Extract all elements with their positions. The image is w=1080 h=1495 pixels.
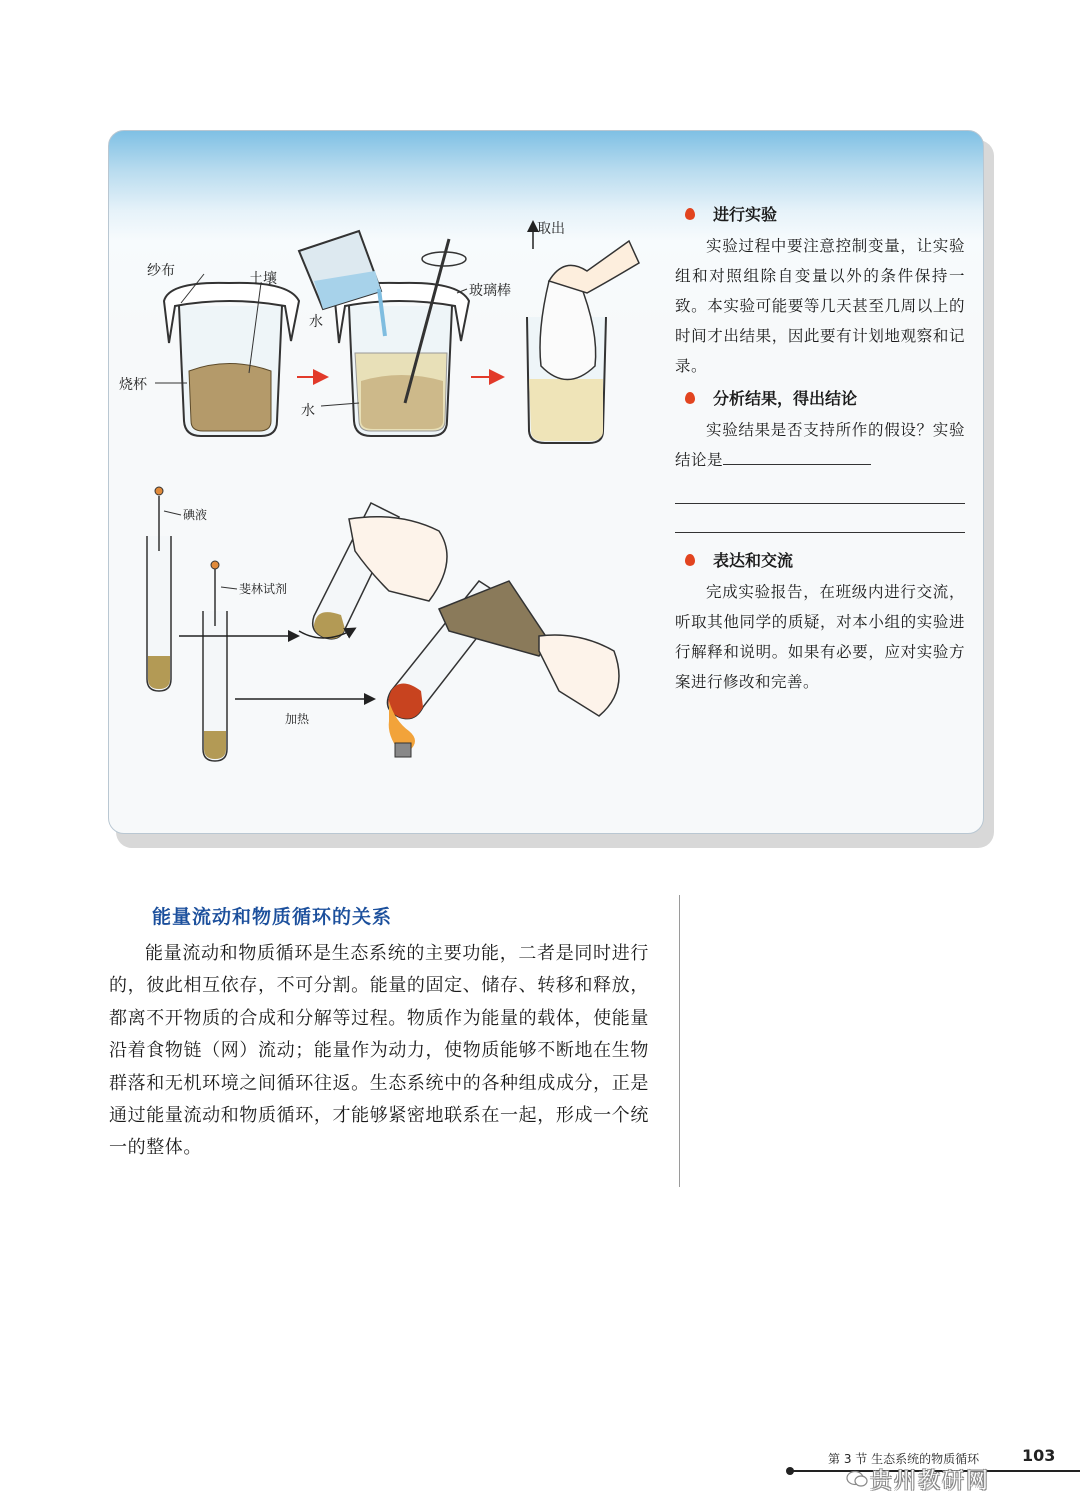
section-title: 能量流动和物质循环的关系 [152, 906, 393, 928]
label-gauze: 纱布 [147, 263, 175, 279]
label-heat: 加热 [285, 712, 310, 726]
test-tube-iodine [147, 487, 181, 691]
label-water-pour: 水 [309, 314, 323, 330]
section-paragraph: 能量流动和物质循环是生态系统的主要功能，二者是同时进行的，彼此相互依存，不可分割。能量的固定、储存、转移和释放，都离不开物质的合成和分解等过程。物质作为能量的载体，使能量沿着食物链（网）流动；能量作为动力，使物质能够不断地在生物群落和无机环境之间循环往返。生态系统中的各种组成成分，正是通过能量流动和物质循环，才能够紧密地联系在一起，形成一个统一的整体。 [109, 943, 649, 1159]
beaker-soil-figure [155, 274, 299, 436]
step-title-text: 进行实验 [713, 205, 778, 224]
label-fehling: 斐林试剂 [239, 582, 288, 596]
bullet-drop-icon [685, 554, 695, 566]
experiment-panel [108, 130, 984, 834]
step-title-text: 表达和交流 [713, 551, 794, 570]
experiment-steps [675, 203, 965, 697]
step-communicate-title [675, 549, 965, 573]
step-analyze-text: 实验结果是否支持所作的假设？实验结论是 [675, 421, 965, 469]
column-divider [679, 895, 680, 1187]
label-iodine: 碘液 [183, 508, 208, 522]
step-conduct-body: 实验过程中要注意控制变量，让实验组和对照组除自变量以外的条件保持一致。本实验可能要等几天甚至几周以上的时间才出结果，因此要有计划地观察和记录。 [675, 237, 965, 375]
answer-line [675, 475, 965, 504]
hand-shaking-tube [299, 503, 447, 639]
step-conduct-title [675, 203, 965, 227]
bullet-drop-icon [685, 392, 695, 404]
label-soil: 土壤 [249, 271, 277, 287]
label-take-out: 取出 [537, 221, 565, 237]
test-tube-fehling [203, 561, 237, 761]
step-analyze-title [675, 387, 965, 411]
step-communicate-body: 完成实验报告，在班级内进行交流，听取其他同学的质疑，对本小组的实验进行解释和说明。如果有必要，应对实验方案进行修改和完善。 [675, 583, 965, 691]
watermark: 贵州教研网 [870, 1469, 991, 1494]
footer-chapter: 第 3 节 生态系统的物质循环 [828, 1452, 980, 1466]
wechat-icon [846, 1470, 868, 1488]
answer-line [723, 448, 871, 465]
label-water: 水 [301, 403, 315, 419]
label-glass-rod: 玻璃棒 [469, 283, 511, 299]
label-beaker: 烧杯 [119, 377, 147, 393]
bullet-drop-icon [685, 208, 695, 220]
step-title-text: 分析结果，得出结论 [713, 389, 858, 408]
answer-line [675, 504, 965, 533]
beaker-takeout-figure [527, 223, 639, 443]
step-analyze-body [675, 415, 965, 475]
heating-tube-figure [387, 581, 619, 757]
page-number: 103 [1022, 1446, 1056, 1465]
